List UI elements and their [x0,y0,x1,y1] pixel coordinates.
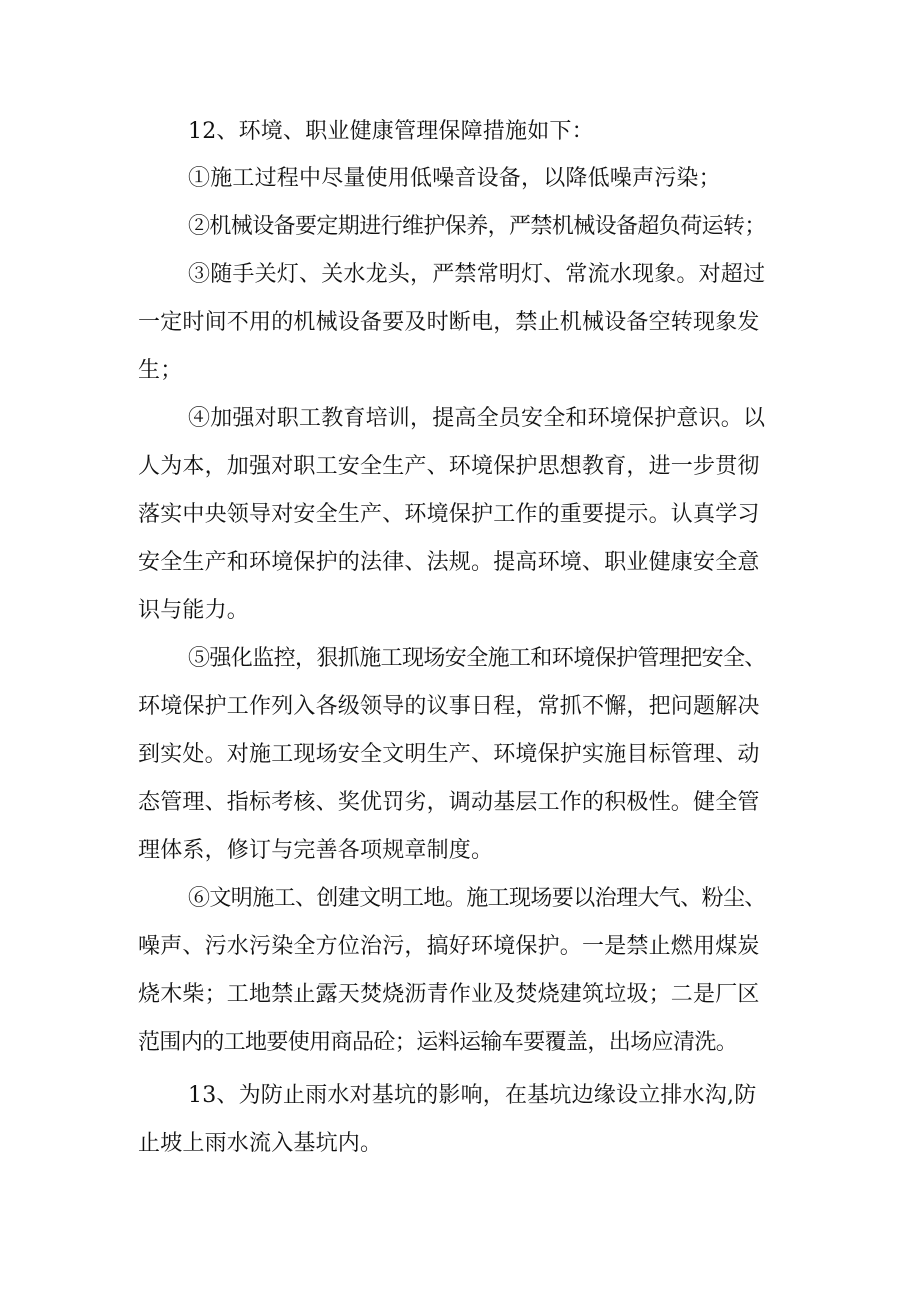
item-6-line-1: ⑥文明施工、创建文明工地。施工现场要以治理大气、粉尘、 [188,886,766,911]
item-5-line-5: 理体系，修订与完善各项规章制度。 [138,838,494,863]
item-5-line-2: 环境保护工作列入各级领导的议事日程，常抓不懈，把问题解决 [138,694,760,719]
item-5-line-3: 到实处。对施工现场安全文明生产、环境保护实施目标管理、动 [138,742,760,767]
item-6-line-3: 烧木柴；工地禁止露天焚烧沥青作业及焚烧建筑垃圾；二是厂区 [138,982,760,1007]
item-3-line-2: 一定时间不用的机械设备要及时断电，禁止机械设备空转现象发 [138,310,760,335]
item-4-line-2: 人为本，加强对职工安全生产、环境保护思想教育，进一步贯彻 [138,454,760,479]
item-6-line-2: 噪声、污水污染全方位治污，搞好环境保护。一是禁止燃用煤炭 [138,934,760,959]
item-4-line-5: 识与能力。 [138,598,250,623]
item-2-text: ②机械设备要定期进行维护保养，严禁机械设备超负荷运转； [188,214,766,239]
item-5-line-1: ⑤强化监控，狠抓施工现场安全施工和环境保护管理把安全、 [188,646,766,671]
item-5-line-4: 态管理、指标考核、奖优罚劣，调动基层工作的积极性。健全管 [138,790,760,815]
item-4-line-4: 安全生产和环境保护的法律、法规。提高环境、职业健康安全意 [138,550,760,575]
item-1-text: ①施工过程中尽量使用低噪音设备，以降低噪声污染； [188,166,721,191]
item-6-line-4: 范围内的工地要使用商品砼；运料运输车要覆盖，出场应清洗。 [138,1030,738,1055]
item-3-line-1: ③随手关灯、关水龙头，严禁常明灯、常流水现象。对超过 [188,262,766,287]
section-12-heading: 12、环境、职业健康管理保障措施如下： [188,119,594,144]
section-13-line-1: 13、为防止雨水对基坑的影响，在基坑边缘设立排水沟,防 [188,1083,757,1108]
item-4-line-1: ④加强对职工教育培训，提高全员安全和环境保护意识。以 [188,406,766,431]
section-13-line-2: 止坡上雨水流入基坑内。 [138,1131,383,1156]
item-4-line-3: 落实中央领导对安全生产、环境保护工作的重要提示。认真学习 [138,502,760,527]
item-3-line-3: 生； [138,358,183,383]
